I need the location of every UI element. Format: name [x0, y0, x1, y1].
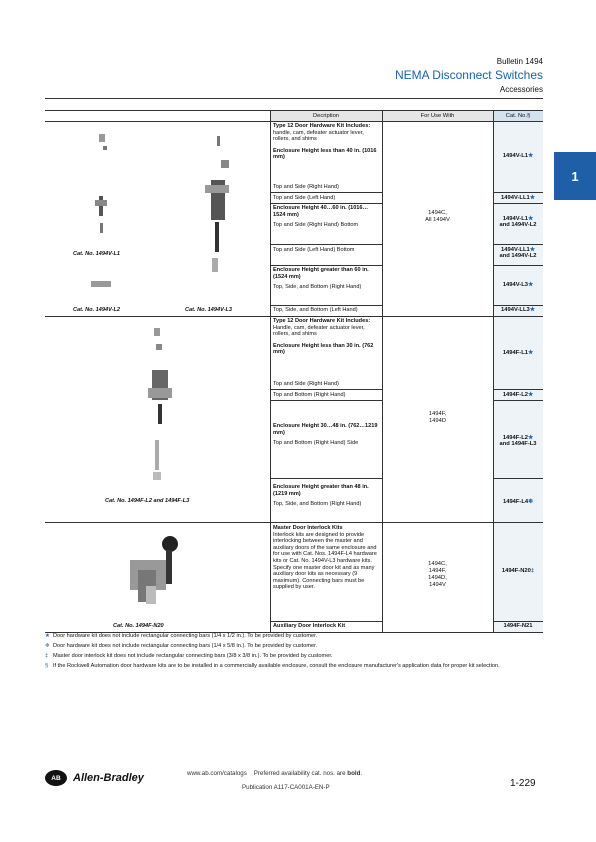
group2-use-line: 1494F,	[428, 411, 447, 417]
group3-use-line: 1494V	[429, 582, 446, 588]
rule	[493, 621, 543, 622]
rule	[270, 192, 382, 193]
cat-1494v-l3[interactable]	[493, 282, 543, 288]
rule	[493, 110, 494, 632]
group3-use-line: 1494F,	[428, 568, 447, 574]
group1-row-6: Top, Side, and Bottom (Left Hand)	[273, 307, 358, 313]
group2-use-line: 1494D	[428, 418, 447, 424]
group1-use-line: 1494C,	[428, 210, 447, 216]
cat-1494v-ll1-l2[interactable]	[493, 247, 543, 260]
footnote-star-icon: ★	[529, 307, 535, 313]
footnote-dagger-icon: ‡	[530, 568, 535, 574]
footnote-star-icon: ★	[527, 216, 534, 222]
pref-text: Preferred availability cat. nos. are	[253, 770, 346, 777]
rule	[270, 244, 382, 245]
publication-number: Publication A117-CA001A-EN-P	[242, 784, 330, 791]
footnote-2	[45, 643, 545, 650]
footnote-text: Door hardware kit does not include rectangular connecting bars (1/4 x 5/8 in.). To be provided by customer.	[53, 643, 318, 649]
pref-bold: bold	[347, 770, 361, 777]
group3-description	[270, 524, 382, 592]
allen-bradley-logo-icon: AB	[45, 770, 67, 786]
cat-number: 1494F-L2	[502, 435, 528, 441]
rule	[493, 192, 543, 193]
page-subtitle: Accessories	[499, 85, 543, 94]
door-hardware-kit-1494f-image	[140, 322, 180, 492]
cat-1494v-ll3[interactable]	[493, 307, 543, 313]
rule	[45, 522, 543, 523]
pref-end: .	[360, 770, 363, 777]
group2-row-2: Top and Bottom (Right Hand)	[273, 392, 346, 398]
footnote-star-icon: ★	[527, 282, 534, 288]
cat-number: 1494V-L3	[502, 282, 528, 288]
group1-title: Type 12 Door Hardware Kit Includes:	[273, 123, 371, 129]
cat-number-suffix: and 1494V-L2	[499, 253, 537, 260]
rule	[493, 400, 543, 401]
cat-number: 1494V-L1	[502, 216, 528, 222]
footnote-text: If the Rockwell Automation door hardware kits are to be installed in a commercially available enclosure, consult the enclosure manufacturer's application data for proper kit selection.	[53, 663, 500, 669]
cat-number-suffix: and 1494V-L2	[499, 222, 537, 229]
cat-number: 1494F-N20	[501, 568, 531, 574]
cat-1494v-l1[interactable]	[493, 153, 543, 159]
footnote-dagger-icon: ‡	[45, 653, 49, 659]
group1-row-5: Top, Side, and Bottom (Right Hand)	[273, 284, 362, 291]
footnote-1	[45, 633, 545, 640]
group3-use-line: 1494C,	[428, 561, 447, 567]
door-hardware-kit-1494v-l2-image	[89, 278, 113, 290]
group1-use-line: All 1494V	[425, 217, 450, 223]
page-number: 1-229	[510, 778, 536, 789]
group1-height-2-cell	[270, 204, 382, 230]
group2-description-intro	[270, 317, 382, 357]
footnote-3	[45, 653, 545, 660]
cat-1494f-n21[interactable]: 1494F-N21	[503, 623, 533, 629]
rule	[382, 110, 383, 632]
cat-number: 1494V-LL1	[501, 247, 530, 253]
cat-1494v-ll1[interactable]	[493, 195, 543, 201]
cat-1494f-l4[interactable]	[493, 499, 543, 505]
footnote-star-icon: ★	[527, 435, 534, 441]
bulletin-label: Bulletin 1494	[496, 57, 543, 66]
header-rule	[45, 98, 543, 99]
cat-number: 1494V-L1	[502, 153, 528, 159]
group2-height-3: Enclosure Height greater than 48 in. (1219 mm)	[273, 484, 369, 497]
col-header-use: For Use With	[382, 110, 493, 121]
caption-1494v-l3: Cat. No. 1494V-L3	[185, 307, 233, 313]
group2-height-3-cell	[270, 483, 382, 509]
rule	[45, 110, 543, 111]
product-table	[45, 110, 543, 632]
rule	[493, 244, 543, 245]
group2-row-1: Top and Side (Right Hand)	[273, 381, 339, 387]
rule	[270, 400, 382, 401]
footer-url-line	[187, 770, 362, 777]
footnote-section-icon: §	[45, 663, 49, 669]
group1-row-4: Top and Side (Left Hand) Bottom	[273, 247, 355, 253]
door-hardware-kit-1494v-l1-image	[85, 128, 125, 248]
group2-row-3: Top and Bottom (Right Hand) Side	[273, 440, 359, 447]
caption-1494f-l2-l3: Cat. No. 1494F-L2 and 1494F-L3	[105, 498, 190, 504]
footnote-star-icon: ★	[529, 195, 535, 201]
group3-title: Master Door Interlock Kits	[273, 525, 343, 531]
group3-aux: Auxiliary Door Interlock Kit	[273, 623, 346, 629]
cat-number: 1494F-L4	[503, 499, 529, 505]
footnote-snowflake-icon: ❄	[528, 499, 533, 505]
rule	[270, 389, 382, 390]
section-tab[interactable]: 1	[554, 152, 596, 200]
footnote-star-icon: ★	[527, 153, 534, 159]
cat-1494f-l2[interactable]	[493, 392, 543, 398]
group2-row-4: Top, Side, and Bottom (Right Hand)	[273, 501, 362, 508]
footnote-star-icon: ★	[45, 633, 51, 639]
col-header-description: Decription	[270, 110, 382, 121]
group2-title: Type 12 Door Hardware Kit Includes:	[273, 318, 371, 324]
cat-1494f-n20[interactable]	[493, 568, 543, 574]
cat-number-suffix: and 1494F-L3	[499, 441, 537, 448]
group1-height-2: Enclosure Height 40…60 in. (1016…1524 mm)	[273, 205, 369, 218]
group2-includes: Handle, cam, defeater actuator lever, rollers, and shims	[273, 324, 365, 338]
footnote-star-icon: ★	[527, 350, 534, 356]
cat-1494f-l1[interactable]	[493, 350, 543, 356]
group1-height-3-cell	[270, 266, 382, 292]
cat-number: 1494V-LL1	[501, 195, 530, 201]
brand-name: Allen-Bradley	[73, 772, 144, 784]
catalog-url-link[interactable]: www.ab.com/catalogs	[187, 770, 247, 777]
group3-use-line: 1494D,	[428, 575, 447, 581]
footnote-star-icon: ★	[529, 247, 535, 253]
group3-body: Interlock kits are designed to provide interlocking between the master and auxiliary doors of the same enclosure and for use with Cat. Nos. 1494F-L4 hardware kits or Cat. No. 1494V-L3 hardware kits. Specify one master door kit and as many auxiliary door kits as necessary (9 maximum). Connecting bars must be supplied by user.	[273, 531, 377, 591]
group1-description-intro	[270, 122, 382, 162]
group1-use-with	[382, 210, 493, 224]
page-title: NEMA Disconnect Switches	[394, 68, 543, 82]
footnote-text: Master door interlock kit does not include rectangular connecting bars (3/8 x 3/8 in.). To be provided by customer.	[53, 653, 333, 659]
rule	[493, 203, 543, 204]
group1-height-3: Enclosure Height greater than 60 in. (1524 mm)	[273, 267, 369, 280]
rule	[493, 305, 543, 306]
footnote-4	[45, 663, 545, 670]
group2-height-1: Enclosure Height less than 30 in. (762 mm)	[273, 342, 374, 356]
rule	[493, 389, 543, 390]
rule	[493, 478, 543, 479]
footnote-star-icon: ★	[527, 392, 534, 398]
group2-height-2: Enclosure Height 30…48 in. (762…1219 mm)	[273, 423, 378, 436]
group3-use-with	[382, 561, 493, 589]
caption-1494f-n20: Cat. No. 1494F-N20	[113, 623, 164, 629]
col-header-cat: Cat. No.§	[493, 110, 543, 121]
rule	[270, 478, 382, 479]
footnote-text: Door hardware kit does not include rectangular connecting bars (1/4 x 1/2 in.). To be provided by customer.	[53, 633, 318, 639]
cat-1494v-l1-l2[interactable]	[493, 216, 543, 229]
group1-row-1: Top and Side (Right Hand)	[273, 184, 339, 190]
footnote-snowflake-icon: ❄	[45, 643, 50, 649]
group2-use-with	[382, 411, 493, 425]
group1-row-2: Top and Side (Left Hand)	[273, 195, 336, 201]
cat-number: 1494F-L2	[502, 392, 528, 398]
cat-1494f-l2-l3[interactable]	[493, 435, 543, 448]
caption-1494v-l2: Cat. No. 1494V-L2	[73, 307, 121, 313]
cat-number: 1494V-LL3	[501, 307, 530, 313]
caption-1494v-l1: Cat. No. 1494V-L1	[73, 251, 121, 257]
group1-height-1: Enclosure Height less than 40 in. (1016 mm)	[273, 147, 377, 161]
group2-height-2-cell	[270, 422, 382, 448]
rule	[493, 265, 543, 266]
door-hardware-kit-1494v-l3-image	[195, 130, 245, 290]
group1-row-3: Top and Side (Right Hand) Bottom	[273, 222, 359, 229]
cat-number: 1494F-L1	[502, 350, 528, 356]
master-door-interlock-image	[110, 530, 190, 610]
group1-includes: handle, cam, defeater actuator lever, rollers, and shims	[273, 129, 364, 143]
